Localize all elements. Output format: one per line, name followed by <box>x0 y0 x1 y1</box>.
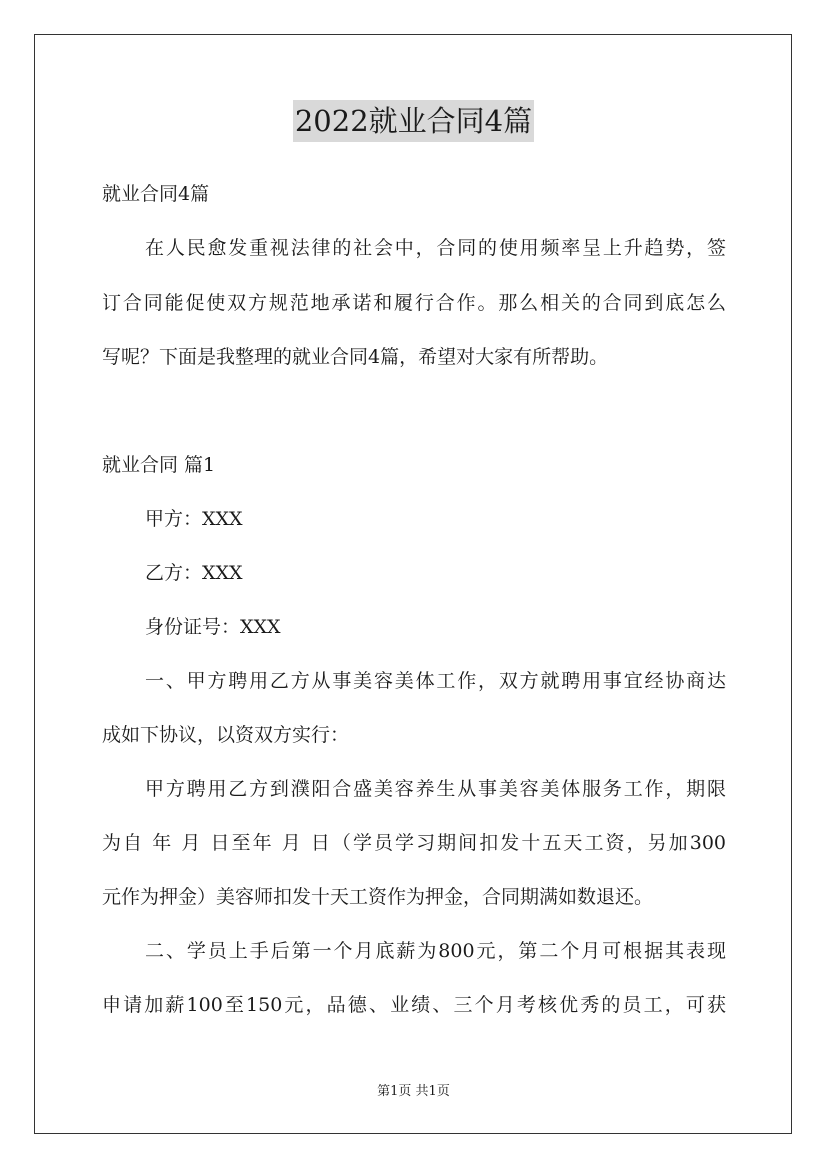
document-subtitle: 就业合同4篇 <box>102 183 210 205</box>
document-title: 2022就业合同4篇 <box>293 100 534 142</box>
clause2-line-2: 申请加薪100至150元，品德、业绩、三个月考核优秀的员工，可获 <box>102 994 726 1016</box>
intro-line-3: 写呢？下面是我整理的就业合同4篇，希望对大家有所帮助。 <box>102 346 609 368</box>
title-block <box>0 100 827 142</box>
intro-line-1: 在人民愈发重视法律的社会中，合同的使用频率呈上升趋势，签 <box>145 237 726 259</box>
clause1-detail-line-1: 甲方聘用乙方到濮阳合盛美容养生从事美容美体服务工作，期限 <box>145 778 726 800</box>
id-number: 身份证号：XXX <box>145 616 281 638</box>
page-footer: 第1页 共1页 <box>377 1084 450 1099</box>
clause1-detail-line-2: 为自 年 月 日至年 月 日（学员学习期间扣发十五天工资，另加300 <box>102 832 726 854</box>
clause2-line-1: 二、学员上手后第一个月底薪为800元，第二个月可根据其表现 <box>145 940 726 962</box>
party-a: 甲方：XXX <box>145 508 243 530</box>
clause1-line-1: 一、甲方聘用乙方从事美容美体工作，双方就聘用事宜经协商达 <box>145 670 726 692</box>
section-heading: 就业合同 篇1 <box>102 454 216 476</box>
intro-line-2: 订合同能促使双方规范地承诺和履行合作。那么相关的合同到底怎么 <box>102 292 726 314</box>
clause1-detail-line-3: 元作为押金）美容师扣发十天工资作为押金，合同期满如数退还。 <box>102 886 654 908</box>
party-b: 乙方：XXX <box>145 562 243 584</box>
clause1-line-2: 成如下协议，以资双方实行： <box>102 724 350 746</box>
